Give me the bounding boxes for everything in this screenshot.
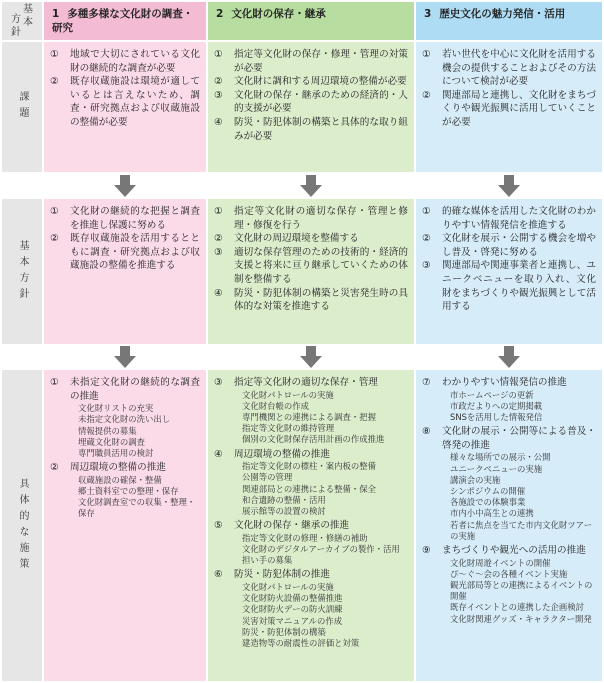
sub-item: 文化財防火設備の整備推進 [242,593,343,604]
list-item [50,232,200,273]
list-item [214,116,408,143]
list-item [50,461,200,475]
sub-item-list [422,390,596,424]
item-number: ① [50,49,59,60]
sub-item: SNSを活用した情報発信 [450,412,543,422]
down-arrow-icon [300,346,322,368]
item-number: ⑧ [422,426,431,438]
sub-item: 文化財周遊イベントの開催 [450,557,551,568]
sub-item: 観光部局等との連携によるイベントの開催 [450,580,593,602]
item-text: 周辺環境の整備の推進 [70,462,166,474]
sub-item: 情報提供の募集 [78,425,137,436]
list-item [50,75,200,129]
item-number: ④ [214,287,223,299]
sub-item: 和合遺跡の整備・活用 [242,494,326,505]
row-header-measures [2,370,42,681]
sub-item-list [214,461,408,517]
down-arrow-icon [114,346,136,368]
item-text: 的確な媒体を活用した文化財のわかりやすい情報発信を推進する [442,206,596,231]
sub-item: 関連部局との連携による整備・保全 [242,483,376,494]
item-number: ① [50,206,59,217]
item-number: ⑦ [422,377,431,388]
sub-item-list [422,452,596,542]
sub-item: 文化財リストの充実 [78,403,154,414]
row-header-basic-policy [2,199,42,344]
sub-item: 個別の文化財保存活用計画の作成推進 [242,434,385,445]
item-text: 地域で大切にされている文化財の継続的な調査が必要 [70,49,200,74]
issues-col2 [208,42,414,172]
row-header-issues [2,42,42,172]
list-item [422,544,596,558]
sub-item: 郷土資料室での整理・保存 [78,486,179,496]
item-number: ② [422,89,431,101]
list-item [422,376,596,390]
corner-label-basic: 基本 [23,4,33,28]
down-arrow-icon [114,175,136,197]
column-header-3 [416,2,602,40]
column-title: 文化財の保存・継承 [231,8,326,20]
column-title: 歴史文化の魅力発信・活用 [439,8,566,20]
sub-item: 指定等文化財の修理・修繕の補助 [242,532,368,543]
list-item [50,376,200,403]
sub-item: 展示館等の設置の検討 [242,506,326,517]
policy-col1 [44,199,206,344]
list-item [214,232,408,246]
item-text: 防災・防犯体制の構築と災害発生時の具体的な対策を推進する [234,287,408,313]
list-item [422,205,596,232]
sub-item: 市内小中高生との連携 [450,508,534,519]
sub-item-list [214,533,408,567]
item-number: ② [214,76,223,88]
list-item [214,568,408,582]
column-number: 3 [424,8,432,20]
sub-item: 文化財関連グッズ・キャラクター開発 [450,613,592,624]
item-text: まちづくりや観光への活用の推進 [442,545,586,557]
item-number: ① [214,49,223,60]
sub-item-list [50,475,200,520]
item-number: ① [422,206,431,217]
item-text: 文化財の保存・継承のための経済的・人的支援が必要 [234,89,408,115]
item-text: 関連部局と連携し、文化財をまちづくりや観光振興に活用していくことが必要 [442,89,596,128]
list-item [214,48,408,75]
item-number: ③ [214,377,223,388]
corner-label-policy: 方針 [11,14,21,38]
item-text: 既存収蔵施設を活用するとともに調査・研究拠点および収蔵施設の整備を推進する [70,233,200,272]
item-text: 文化財の周辺環境を整備する [234,233,359,245]
item-text: 周辺環境の整備の推進 [234,448,330,460]
sub-item: 収蔵施設の確保・整備 [78,474,162,485]
sub-item: 各施設での体験事業 [450,497,526,508]
sub-item: 文化財パトロールの実施 [242,389,334,400]
list-item [214,448,408,462]
item-number: ① [214,206,223,217]
sub-item: 文化財パトロールの実施 [242,582,334,593]
list-item [214,519,408,533]
list-item [422,232,596,259]
sub-item: 防災・防犯体制の構築 [242,626,326,637]
column-header-2 [208,2,414,40]
sub-item: 埋蔵文化財の調査 [78,436,145,447]
list-item [422,425,596,452]
down-arrow-icon [300,175,322,197]
item-number: ③ [214,246,223,258]
sub-item: 文化財のデジタルアーカイブの製作・活用 [242,544,400,555]
item-number: ① [422,49,431,60]
row-label-basic-policy: 基本方針 [17,239,28,304]
sub-item: 既存イベントとの連携した企画検討 [450,602,584,613]
item-number: ③ [422,260,431,272]
list-item [50,48,200,75]
column-number: 1 [52,8,60,20]
row-label-issues: 課題 [17,91,28,123]
sub-item: 専門職員活用の検討 [78,448,154,458]
item-number: ③ [214,89,223,101]
measures-col3 [416,370,602,681]
item-text: 文化財の継続的な把握と調査を推進し保護に努める [70,206,200,231]
item-number: ① [50,377,59,388]
sub-item: 指定等文化財の維持管理 [242,423,335,434]
sub-item: 市ホームページの更新 [450,389,534,400]
column-title: 多種多様な文化財の調査・研究 [52,8,194,34]
issues-col3 [416,42,602,172]
item-number: ② [50,462,59,474]
item-number: ② [422,233,431,245]
list-item [214,75,408,89]
list-item [422,259,596,313]
sub-item: 市政だよりへの定期掲載 [450,400,543,411]
list-item [214,246,408,287]
item-number: ⑤ [214,520,223,532]
list-item [214,287,408,314]
sub-item-list [214,390,408,446]
sub-item: 文化財台帳の作成 [242,400,309,411]
item-text: 指定等文化財の適切な保存・管理と修理・修復を行う [234,206,408,231]
item-number: ② [214,233,223,245]
list-item [214,89,408,116]
column-header-1 [44,2,206,40]
item-text: 文化財の保存・継承の推進 [234,520,350,532]
sub-item: 指定等文化財の標柱・案内板の整備 [242,461,376,472]
item-text: わかりやすい情報発信の推進 [442,377,567,388]
item-text: 関連部局や関連事業者と連携し、ユニークベニューを取り入れ、文化財をまちづくりや観光振興として活用する [442,260,596,313]
item-text: 未指定文化財の継続的な調査の推進 [70,377,200,402]
sub-item: ユニークベニューの実施 [450,463,543,474]
sub-item-list [422,558,596,625]
item-text: 適切な保存管理のための技術的・経済的支援と将来に亘り継承していくための体制を整備する [234,246,408,285]
item-number: ⑥ [214,569,223,581]
sub-item: 建造物等の耐震性の評価と対策 [242,638,360,649]
sub-item: 文化財防火デーの防火訓練 [242,604,343,615]
item-number: ② [50,76,59,88]
sub-item: 様々な場所での展示・公開 [450,452,551,463]
item-text: 防災・防犯体制の推進 [234,569,330,581]
sub-item: 担い手の募集 [242,555,293,566]
sub-item: 公園等の管理 [242,472,293,483]
item-text: 文化財を展示・公開する機会を増やし普及・啓発に努める [442,233,596,258]
item-number: ④ [214,448,223,460]
sub-item: 専門機関との連携による調査・把握 [242,412,376,422]
list-item [214,205,408,232]
row-label-measures: 具体的な施策 [17,477,28,574]
corner-header [2,2,42,40]
item-number: ⑨ [422,545,431,557]
down-arrow-icon [498,346,520,368]
item-text: 既存収蔵施設は環境が適しているとは言えないため、調査・研究拠点および収蔵施設の整備が必要 [70,76,200,128]
item-text: 若い世代を中心に文化財を活用する機会の提供することおよびその方法について検討が必要 [442,49,596,88]
column-number: 2 [216,8,224,20]
sub-item: シンポジウムの開催 [450,486,526,496]
sub-item: 災害対策マニュアルの作成 [242,615,343,626]
measures-col1 [44,370,206,681]
item-text: 指定等文化財の保存・修理・管理の対策が必要 [234,49,408,74]
measures-col2 [208,370,414,681]
sub-item: 文化財調査室での収集・整理・保存 [78,497,196,519]
sub-item: 若者に焦点を当てた市内文化財ツアーの実施 [450,519,593,541]
down-arrow-icon [498,175,520,197]
policy-col3 [416,199,602,344]
list-item [422,89,596,130]
item-text: 防災・防犯体制の構築と具体的な取り組みが必要 [234,116,408,142]
sub-item: 未指定文化財の洗い出し [78,414,171,425]
sub-item: 講演会の実施 [450,474,501,485]
item-number: ② [50,233,59,245]
item-number: ④ [214,116,223,128]
sub-item: ぴ～ぐ～会の各種イベント実施 [450,568,568,579]
sub-item-list [50,403,200,459]
list-item [214,376,408,390]
item-text: 文化財に調和する周辺環境の整備が必要 [234,76,407,88]
issues-col1 [44,42,206,172]
list-item [50,205,200,232]
item-text: 文化財の展示・公開等による普及・啓発の推進 [442,426,596,451]
list-item [422,48,596,89]
item-text: 指定等文化財の適切な保存・管理 [234,377,378,388]
policy-col2 [208,199,414,344]
sub-item-list [214,582,408,649]
